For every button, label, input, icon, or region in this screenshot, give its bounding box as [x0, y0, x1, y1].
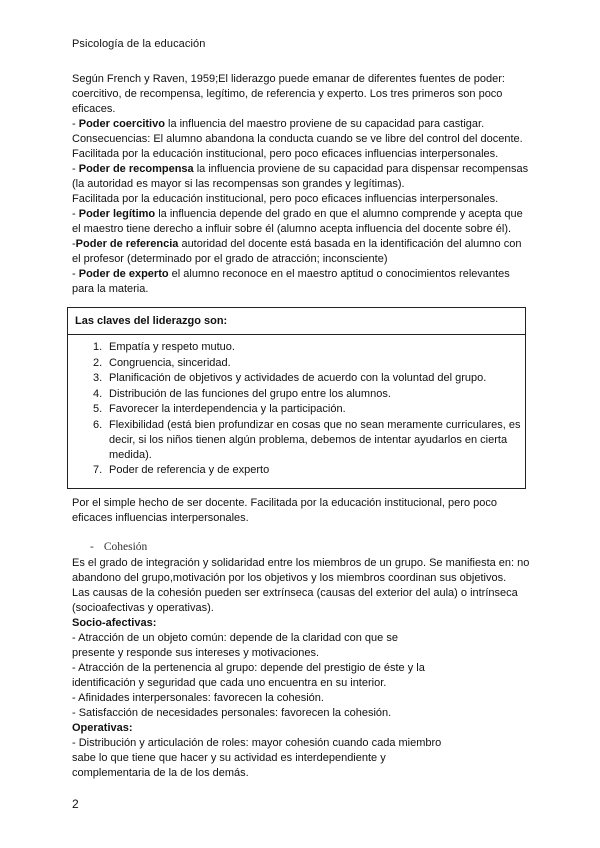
consecuencias: Consecuencias: El alumno abandona la conducta cuando se ve libre del control del docente.: [72, 133, 523, 145]
cohesion-heading: [90, 541, 147, 553]
poder-coercitivo: - Poder coercitivo la influencia del maestro proviene de su capacidad para castigar.: [72, 118, 485, 130]
socio-item: - Satisfacción de necesidades personales: favorecen la cohesión.: [72, 707, 392, 719]
list-item: 4. Distribución de las funciones del grupo entre los alumnos.: [93, 387, 391, 400]
intro-section: [72, 72, 532, 297]
socio-afectivas-title: Socio-afectivas:: [72, 617, 157, 629]
operativas-title: Operativas:: [72, 722, 133, 734]
box-title: Las claves del liderazgo son:: [68, 308, 525, 335]
after-text: Por el simple hecho de ser docente. Facilitada por la educación institucional, pero poco eficaces influencias interpersonales.: [72, 497, 497, 524]
facilitada-2: Facilitada por la educación institucional, pero poco eficaces influencias interpersonales.: [72, 193, 499, 205]
list-item: 3. Planificación de objetivos y actividades de acuerdo con la voluntad del grupo.: [93, 372, 487, 384]
list-item: 6. Flexibilidad (está bien profundizar en cosas que no sean meramente curriculares, es decir, si los niños tienen algún problema, debemos de intentar ayudarlos en cierta medida).: [93, 418, 521, 461]
socio-item: - Atracción de un objeto común: depende de la claridad con que se presente y responde sus intereses y motivaciones.: [72, 632, 398, 659]
page-header: Psicología de la educación: [72, 38, 206, 50]
poder-experto: - Poder de experto el alumno reconoce en el maestro aptitud o conocimientos relevantes para la materia.: [72, 268, 510, 295]
poder-legitimo: - Poder legítimo la influencia depende del grado en que el alumno comprende y acepta que el maestro tiene derecho a influir sobre él (alumno acepta influencia del docente sobre él).: [72, 208, 523, 235]
cohesion-section: [72, 556, 532, 781]
socio-item: - Atracción de la pertenencia al grupo: depende del prestigio de éste y la identificación y seguridad que cada uno encuentra en su interior.: [72, 662, 425, 689]
leadership-keys-box: [67, 307, 526, 489]
list-item: 5. Favorecer la interdependencia y la participación.: [93, 403, 346, 415]
facilitada-1: Facilitada por la educación institucional, pero poco eficaces influencias interpersonales.: [72, 148, 499, 160]
list-item: 7. Poder de referencia y de experto: [93, 464, 270, 476]
after-box-paragraph: [72, 496, 532, 526]
list-item: 1. Empatía y respeto mutuo.: [93, 341, 235, 353]
bullet-dash: -: [90, 541, 94, 553]
poder-recompensa: - Poder de recompensa la influencia proviene de su capacidad para dispensar recompensas (la autoridad es mayor si las recompensas son grandes y legítimas).: [72, 163, 529, 190]
cohesion-causes: Las causas de la cohesión pueden ser extrínseca (causas del exterior del aula) o intrínseca (socioafectivas y operativas).: [72, 587, 518, 614]
heading-text: Cohesión: [103, 541, 148, 553]
cohesion-definition: Es el grado de integración y solidaridad entre los miembros de un grupo. Se manifiesta en: no abandono del grupo,motivación por los objetivos y los miembros coordinan sus objetivos.: [72, 557, 530, 584]
list-item: 2. Congruencia, sinceridad.: [93, 356, 231, 369]
leadership-keys-list: [93, 340, 521, 479]
operativas-item: - Distribución y articulación de roles: mayor cohesión cuando cada miembro sabe lo que tiene que hacer y su actividad es interdependiente y complementaria de la de los demás.: [72, 737, 442, 779]
intro-paragraph: Según French y Raven, 1959;El liderazgo puede emanar de diferentes fuentes de poder: coercitivo, de recompensa, legítimo, de referencia y experto. Los tres primeros son poco eficaces.: [72, 73, 505, 115]
socio-item: - Afinidades interpersonales: favorecen la cohesión.: [72, 692, 324, 704]
poder-referencia: -Poder de referencia autoridad del docente está basada en la identificación del alumno con el profesor (determinado por el grado de atracción; inconsciente): [72, 238, 522, 265]
page-number: 2: [72, 797, 79, 811]
